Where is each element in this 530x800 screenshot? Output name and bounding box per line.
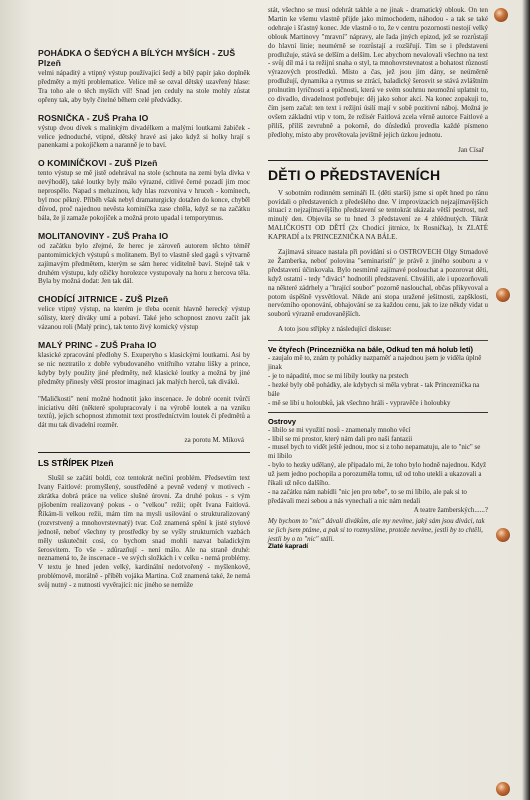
intro-text: stát, všechno se musí odehrát takhle a ne jinak - dramatický oblouk. On ten Martin ke všemu vlastně přijde jako mimochodem, náhodou - a tak se také odehraje i šťastný konec. Jde vlastně o to, že v centru pozornosti nestojí velký oblouk Martinovy "mravní" nápravy, ale řada jiných epizod, jež se rozrůstají do hlavní linie; neumérně se rozrůstají a rozšiřují. Tím se i představeni prodlužuje, stává se delším a delším. Lec abychom nevalovali všechno na text - svůj díl má i ta režijní snaha o styl, ta mnohovrstevnatost a bohatost růzností výrazových prostředků. Místo a čas, jež jsou jim dány, se neúměrně prodlužují, dynamika a rytmus se ztrácí, baladický šerosvit se stává zvláštním prolnutím lyričnosti a epičnosti, která ve svém souhrnu neumožní uplatnit to, co divadlo, divadelnost potřebuje: děj jako sohor akcí. Na konec zopakuji to, čím jsem začal: ten text i režijní úsilí mají v sobě pozitivní náboj. Možná je ovšem základní vtip v tom, že režisér Faitlová zcela věrně autorce Faitlové a přilíš, přílíš zevrubně a pokorně, do důsledků provedla každé písmeno předlohy, místo aby provětovala jevištně jejich úzkou jednotu. [268,6,488,139]
list-item: - bylo to hezky udělaný, ale připadalo mi, že toho bylo hodně najednou. Když už jsem jedno pochopila a porozuměla tomu, už od toho utekli a ukazovali a říkali už něco dalšího. [268,461,487,488]
section-title: ROSNIČKA - ZUŠ Praha IO [38,112,149,123]
list-item: - zaujalo mě to, znám ty pohádky nazpaměť a najednou jsem je viděla úplně jinak [268,354,482,372]
review-body [38,474,250,590]
decorative-ball-icon [496,288,510,302]
section-title: MOLITANOVINY - ZUŠ Praha IO [38,230,169,241]
list-item: - hezké byly obě pohádky, ale kdybych si měla vybrat - tak Princeznička na bále [268,380,480,398]
discussion-box [268,340,488,550]
review-molitanoviny [38,231,250,287]
signature: Jan Císař [458,145,484,154]
section-title: CHODÍCÍ JITRNICE - ZUŠ Plzeň [38,294,169,305]
subheading: Ostrovy [268,416,296,426]
review-rosnicka [38,113,250,151]
section-text: od začátku bylo zřejmé, že herec je zároveň autorem těchto téměř pantomimických výstupů s molitanem. Byl to vlastně sled gagů s výtvarně zajímavým předmětem, kterým se sám herec viditelně baví. Stejně tak v druhém výstupu, kdy ožičky horolezce vystupovaly na horu z hercova těla. Byla by možná dodat: Jen tak dál. [38,241,250,286]
list-item: - líbilo se mi využití nosů - znamenaly mnoho věcí [268,425,411,434]
italic-quote: My bychom to "nic" dávali divákům, ale my nevíme, jaký sám jsou diváci, tak se jich jsem ptáme, a pak si to rozmyslíme, protože nevíme, jestli by to chtěli, jestli by o to "nic" stáli. [268,516,485,543]
section-text: tento výstup se mě jistě odehrával na stole (schnuta na zemi byla dívka v nevýhodě), také loutky byly málo výrazné, citlivé černé pozadí jim moc neprospělo. Napad s meluzinou, kdy hlas rozvoniva v hruceh - komínech, byl moc pěkný. Příběh však nebyl dramaturgicky dotažen do konce, chyběl důvod, proč najednou nevěsta kominíčka zase chtěla, když se na začátku bála, že jí zamaže pokojíček a možná proto upadal i temporytmus. [38,169,250,222]
subheading: Ve čtyřech (Princeznička na bále, Odkud ten má holub letí) [268,345,473,355]
decorative-ball-icon [494,8,508,22]
section-title: O KOMINÍČKOVI - ZUŠ Plzeň [38,158,158,169]
review-title: LS STŘÍPEK Plzeň [38,458,114,469]
signature: za porotu M. Míková [184,436,244,445]
paragraph: A toto jsou střípky z následující diskuse: [278,325,392,334]
left-column [38,48,250,598]
list-item: - líbil se mi prostor, který nám dali pro naši fantazii [268,434,413,443]
divider [268,160,488,161]
right-column [268,6,488,550]
decorative-ball-icon [496,782,510,796]
paragraph: V sobotním rodinném semináři II. (děti starší) jsme si opět hned po ránu povídali o představeních z předešlého dne. V improvizacích nejzajímavějších situací z nejzajímavějšího představení se tentokrát ukázala větší pestrost, než minulý den. Objevila se tu hned 3 představení ze 4 zhlédnutých. Tikrát MALIČKOSTI OD DĚTÍ (2x Chodící jitrnice, lx Rosnička), lx ZLATÉ KAPRADÍ a lx PRINCEZNIČKA NA BÁLE. [268,188,488,242]
section-title: MALÝ PRINC - ZUŠ Praha IO [38,340,157,351]
page-edge [522,0,530,800]
list-item: A teatre žamberských......? [413,505,488,514]
review-kominicek [38,158,250,222]
list-item: - na začátku nám nabídli "nic jen pro tebe", to se mi líbilo, ale pak si to předávali mezi sebou a nás vynechali a nic nám nedali [268,487,467,505]
section-text: velmi nápaditý a vtipný výstup používající šedý a bílý papír jako doplněk předměty a mýtí problematice. Velice mě se ozval dětský uzavřený hlase: Tra toho ale o těch myších víl! Snad jen ceduly na stole mohly zůstat opřeny tak, aby byly čitelné během celé předvádky. [38,69,250,104]
review-summary [38,395,250,431]
review-jitrnice [38,294,250,332]
review-header [38,458,250,468]
quote-attribution: Zlaté kapradí [268,543,309,551]
section-text: velice vtipný výstup, na kterém je třeba ocenit hlavně herecký výstup sólisty, který diváky umí a pobaví. Také jeho schopnost znovu začít jak vázanou roli (Malý princ), tak tento živý komický výstup [38,305,250,332]
section-text: "Maličkosti" není možné hodnotit jako inscenace. Je dobré ocenit tvůrčí iniciativu dětí (některé spolupracovaly i na výrobě loutek a na vzniku textů), jejich schopnost zhmotnit text prostředníctvím loutek či předmětů a dát mu tak divadelní rozměr. [38,394,250,430]
section-title: POHÁDKA O ŠEDÝCH A BÍLÝCH MYŠÍCH - ZUŠ Plzeň [38,48,236,68]
paragraph: Zajímavá situace nastala při povídání si o OSTROVECH Olgy Strnadové ze Žamberka, neboť polovina "seminaristů" je právě z jiného souboru a v představení účinkovala. Bylo nesmírně zajímavé poslouchat a pozorovat děti, když ostatní - tedy "diváci" hodnotili představení. Chválili, ale i upozorňovali na některé zádrhely a "hrající soubor" pozorně naslouchal, občas přikyvoval a potom úspěšně vysvětloval. Nikde ani stopa uražené ješitnosti, zapšklosti, nervózního oponování, obhajování se za každou cenu, jak to ize někdy vidat u souborů výrazně erudovanějších. [268,248,488,319]
list-item: - mě se líbí u holoubků, jak všechno hráli - vypravěče i holoubky [268,398,451,407]
section-text: klasické zpracování předlohy S. Exuperyho s klasickými loutkami. Asi by se nic neztratilo z dobře vybudovaného vnitřního vztahu lišky a prince, kdyby byly použity jiné předměty, než klasické loutky a možná by jiné předměty přinesly větší prostor imaginaci jak malých herců, tak diváků. [38,351,250,386]
review-pohadka [38,48,250,105]
review-text: Slušil se začátí boldí, coz tentokrát nečiní problém. Předsevtím text Ivany Faitlové: promyšlený, soustředěné a pevně vedený v motivech - zkrátka dobrá práce na velice slušné úrovni. Za druhé pokus - s vým pjšobením realizovaný pokus - o "velkou" režii; opět Ivana Faitlová. Říkám-li velkou režii, mám tím na mysli usilování o strukturalizovaný (rozvrstvený a mnohovrstevnatý) tvar. Což znamená spění k jisté stylové jednotě, neboť všechny ty prostředky by se vyšly strukturních vazbách měly uskutečnit cosi, co bychom snad mohli nazvat baladickým šerosvitem. To vše - zdůrazňují - není málo. Ale na straně druhé: neznamená to, že inscenace - ve svých složkách i v celku - nemá problémy. V textu je hned jeden velký, kardinální nedotvořený - myšlenkově, problémově, morálně - příběh vojáka Martina. Což znamená také, že nemá svůj nutný - z nutnosti vyvěrající: nic jiného se nemůže [38,474,250,590]
divider [268,412,488,413]
page-title: DĚTI O PŘEDSTAVENÍCH [268,166,441,183]
section-text: výstup dvou dívek s malinkým divadélkem a malými loutkami žabiček - velice jednoduché, vtipné, dětský hravé asi jako když si holky hrají s panenkami a pokojíčkem a naranně je to baví. [38,123,250,150]
decorative-ball-icon [496,528,510,542]
list-item: - je to nápadité, moc se mi líbily loutky na prstech [268,372,409,380]
review-maly-princ [38,340,250,387]
list-item: - musel bych to vidět ještě jednou, moc si z toho nepamatuju, ale to "nic" se mi líbilo [268,443,481,461]
divider [38,452,250,453]
